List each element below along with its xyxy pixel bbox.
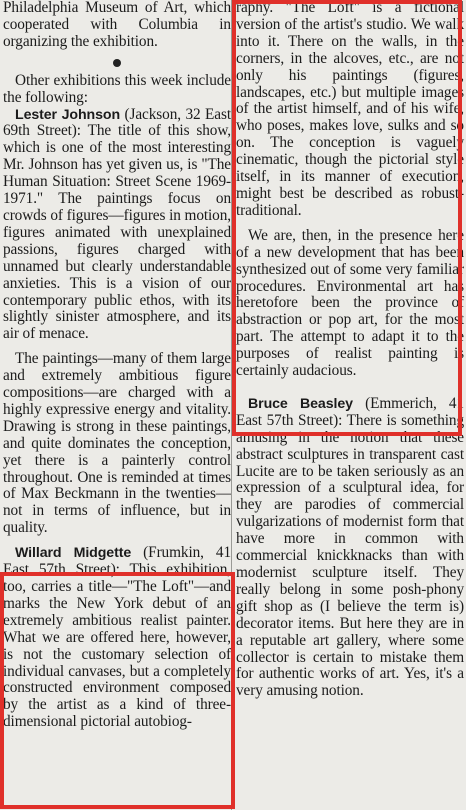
beasley-review-paragraph <box>236 396 464 700</box>
right-column <box>236 0 464 700</box>
bullet-dot <box>113 59 121 67</box>
left-column <box>3 0 231 731</box>
midgette-continued-1: raphy. "The Loft" is a fictional version of the artist's studio. We walk into it. There on the walls, in the corners, in the alcoves, etc., are not only his paintings (figures, landscapes, etc.) but multiple images of the artist himself, and of his wife, who poses, makes love, sulks and so on. The conception is vaguely cinematic, though the pictorial style itself, in its manner of execution, might best be described as robust-traditional. <box>236 0 464 219</box>
beasley-name: Bruce Beasley <box>248 395 353 412</box>
midgette-name: Willard Midgette <box>15 545 132 562</box>
midgette-continued-2: We are, then, in the presence here of a new development that has been synthesized out of some very familiar procedures. Environmental art has heretofore been the province of abstraction or pop art, for the most part. The attempt to adapt it to the purposes of realist painting is certainly audacious. <box>236 226 464 380</box>
column-divider <box>231 0 232 810</box>
johnson-paragraph-2: The paintings—many of them large and extremely ambitious figure compositions—are charged with a highly expressive energy and vitality. Drawing is strong in these paintings, and quite dominates the conception, yet there is a painterly control throughout. One is reminded at times of Max Beckmann in the twenties—not in terms of influence, but in quality. <box>3 350 231 537</box>
midgette-review-paragraph <box>3 545 231 731</box>
johnson-review-paragraph <box>3 107 231 344</box>
midgette-body: (Frumkin, 41 East 57th Street): This exhibition, too, carries a title—"The Loft"—and marks the New York debut of an extremely ambitious realist painter. What we are offered here, however, is not the customary selection of individual canvases, but a completely constructed environment composed by the artist as a kind of three-dimensional pictorial autobiog- <box>3 544 231 731</box>
other-exhibitions-text: Other exhibitions this week include the following: <box>3 71 231 106</box>
intro-paragraph: Philadelphia Museum of Art, which cooperated with Columbia in organizing the exhibition. <box>3 0 231 50</box>
johnson-body-1: (Jackson, 32 East 69th Street): The title of this show, which is one of the most interesting Mr. Johnson has yet given us, is "The Human Situation: Street Scene 1969-1971." The paintings focus on crowds of figures—figures in motion, figures animated with unexplained passions, figures charged with unnamed but clearly understandable anxieties. This is a vision of our contemporary public ethos, with its slightly sinister atmosphere, and its air of menace. <box>3 105 231 343</box>
beasley-body: (Emmerich, 41 East 57th Street): There is something amusing in the notion that these abstract sculptures in transparent cast Lucite are to be taken seriously as an expression of a sculptural idea, for they are parodies of commercial vulgarizations of modernist form that have more in common with commercial knickknacks than with modernist sculpture itself. They really belong in some posh-phony gift shop as (I believe the term is) decorator items. But here they are in a reputable art gallery, where some collector is certain to mistake them for authentic works of art. Yes, it's a very amusing notion. <box>236 394 464 700</box>
johnson-name: Lester Johnson <box>15 106 121 123</box>
